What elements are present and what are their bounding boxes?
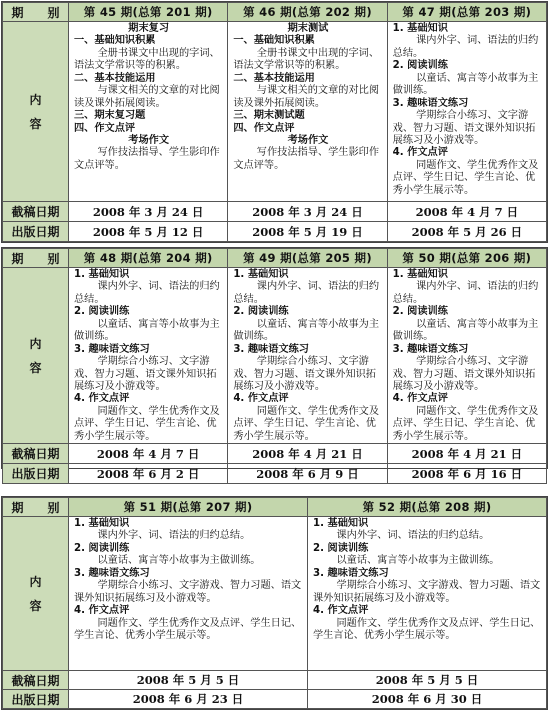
section-body: 同题作文、学生优秀作文及点评、学生日记、学生言论、优秀小学生展示等。: [313, 617, 541, 641]
section-heading: 3. 趣味语文练习: [233, 343, 309, 355]
section-heading: 1. 基础知识: [313, 518, 369, 529]
submit-date: 2008 年 5 月 5 日: [69, 671, 308, 690]
publish-date: 2008 年 6 月 23 日: [69, 690, 308, 709]
issue-header: 第 45 期(总第 201 期): [69, 3, 228, 22]
period-label: 期 别: [3, 3, 69, 22]
issue-content: [69, 22, 228, 202]
section-heading: 3. 趣味语文练习: [392, 97, 469, 109]
content-label: 内 容: [3, 517, 69, 671]
publish-date-label: 出版日期: [3, 464, 69, 484]
section-body: 学期综合小练习、文字游戏、智力习题、语文课外知识拓展练习及小游戏等。: [313, 580, 541, 604]
publish-date: 2008 年 5 月 26 日: [387, 222, 546, 242]
section-heading: 2. 阅读训练: [74, 542, 130, 554]
publish-date-label: 出版日期: [3, 690, 69, 709]
section-heading: 3. 趣味语文练习: [74, 567, 150, 579]
section-body: 学期综合小练习、文字游戏、智力习题、语文课外知识拓展练习及小游戏等。: [74, 580, 302, 604]
section-heading: 1. 基础知识: [233, 269, 289, 280]
section-body: 与课文相关的文章的对比阅读及课外拓展阅读。: [74, 85, 220, 109]
section-heading: 1. 基础知识: [74, 269, 130, 280]
section-heading: 1. 基础知识: [392, 269, 448, 280]
section-body: 课内外字、词、语法的归约总结。: [336, 530, 490, 542]
section-body: 课内外字、词、语法的归约总结。: [97, 530, 251, 542]
section-heading: 4. 作文点评: [392, 393, 448, 405]
submit-date-label: 截稿日期: [3, 671, 69, 690]
publish-date-label: 出版日期: [3, 222, 69, 242]
submit-date: 2008 年 4 月 21 日: [228, 444, 387, 464]
issue-content: [69, 268, 228, 444]
schedule-block-3: [1, 496, 548, 710]
section-body: 全册书课文中出现的字词、语法文学常识等的积累。: [233, 47, 380, 72]
submit-date: 2008 年 4 月 21 日: [387, 444, 546, 464]
section-heading: 4. 作文点评: [313, 605, 369, 617]
section-heading: 2. 阅读训练: [74, 306, 130, 318]
section-title: 期末复习: [128, 23, 170, 34]
submit-date: 2008 年 5 月 5 日: [308, 671, 547, 690]
section-heading: 2. 阅读训练: [392, 306, 448, 318]
issue-header: 第 49 期(总第 205 期): [228, 249, 387, 268]
section-heading: 一、基础知识积累: [233, 35, 315, 47]
issue-content: [308, 517, 547, 671]
section-body: 写作技法指导、学生影印作文点评等。: [74, 147, 220, 171]
issue-header: 第 46 期(总第 202 期): [228, 3, 387, 22]
issue-header: 第 51 期(总第 207 期): [69, 498, 308, 517]
section-heading: 2. 阅读训练: [233, 306, 289, 318]
section-body: 以童话、寓言等小故事为主做训练。: [392, 318, 539, 343]
section-heading: 4. 作文点评: [392, 147, 448, 159]
publish-date: 2008 年 6 月 9 日: [228, 464, 387, 484]
content-label: 内 容: [3, 268, 69, 444]
submit-date: 2008 年 3 月 24 日: [228, 202, 387, 222]
section-body: 课内外字、词、语法的归约总结。: [392, 281, 539, 305]
section-title: 期末测试: [287, 23, 329, 34]
section-title: 考场作文: [287, 134, 329, 146]
section-body: 以童话、寓言等小故事为主做训练。: [97, 555, 261, 567]
section-heading: 四、作文点评: [233, 122, 295, 134]
section-body: 以童话、寓言等小故事为主做训练。: [336, 555, 500, 567]
section-heading: 3. 趣味语文练习: [74, 343, 150, 355]
section-body: 以童话、寓言等小故事为主做训练。: [233, 318, 380, 343]
section-heading: 4. 作文点评: [233, 393, 289, 405]
section-body: 全册书课文中出现的字词、语法文学常识等的积累。: [74, 47, 220, 72]
submit-date-label: 截稿日期: [3, 202, 69, 222]
section-heading: 一、基础知识积累: [74, 35, 156, 47]
issue-header: 第 47 期(总第 203 期): [387, 3, 546, 22]
section-body: 学期综合小练习、文字游戏、智力习题、语文课外知识拓展练习及小游戏等。: [233, 356, 376, 392]
issue-header: 第 48 期(总第 204 期): [69, 249, 228, 268]
section-body: 同题作文、学生优秀作文及点评、学生日记、学生言论、优秀小学生展示等。: [233, 405, 380, 442]
period-label: 期 别: [3, 498, 69, 517]
issue-content: [69, 517, 308, 671]
section-body: 以童话、寓言等小故事为主做训练。: [74, 318, 220, 343]
submit-date-label: 截稿日期: [3, 444, 69, 464]
issue-content: [387, 22, 546, 202]
section-heading: 3. 趣味语文练习: [313, 567, 389, 579]
section-heading: 四、作文点评: [74, 122, 136, 134]
schedule-block-1: [1, 1, 548, 243]
publish-date: 2008 年 6 月 30 日: [308, 690, 547, 709]
section-title: 考场作文: [128, 134, 170, 146]
section-heading: 4. 作文点评: [74, 393, 130, 405]
schedule-block-2: [1, 247, 548, 482]
section-heading: 1. 基础知识: [392, 23, 448, 34]
section-body: 学期综合小练习、文字游戏、智力习题、语文课外知识拓展练习及小游戏等。: [392, 356, 536, 392]
section-body: 同题作文、学生优秀作文及点评、学生日记、学生言论、优秀小学生展示等。: [74, 405, 220, 442]
issue-content: [228, 22, 387, 202]
content-label: 内 容: [3, 22, 69, 202]
section-heading: 2. 阅读训练: [392, 60, 448, 72]
section-heading: 4. 作文点评: [74, 605, 130, 617]
section-body: 课内外字、词、语法的归约总结。: [233, 281, 380, 305]
submit-date: 2008 年 3 月 24 日: [69, 202, 228, 222]
issue-content: [228, 268, 387, 444]
section-heading: 三、期末复习题: [74, 110, 146, 122]
section-body: 课内外字、词、语法的归约总结。: [74, 281, 220, 305]
section-body: 学期综合小练习、文字游戏、智力习题、语文课外知识拓展练习及小游戏等。: [74, 356, 217, 392]
section-heading: 二、基本技能运用: [74, 72, 156, 84]
issue-header: 第 50 期(总第 206 期): [387, 249, 546, 268]
section-heading: 1. 基础知识: [74, 518, 130, 529]
section-body: 课内外字、词、语法的归约总结。: [392, 35, 539, 59]
section-body: 写作技法指导、学生影印作文点评等。: [233, 147, 380, 171]
section-heading: 三、期末测试题: [233, 110, 305, 122]
section-body: 学期综合小练习、文字游戏、智力习题、语文课外知识拓展练习及小游戏等。: [392, 110, 536, 146]
section-body: 同题作文、学生优秀作文及点评、学生日记、学生言论、优秀小学生展示等。: [392, 405, 539, 442]
issue-content: [387, 268, 546, 444]
issue-header: 第 52 期(总第 208 期): [308, 498, 547, 517]
section-heading: 2. 阅读训练: [313, 542, 369, 554]
section-body: 同题作文、学生优秀作文及点评、学生日记、学生言论、优秀小学生展示等。: [74, 617, 302, 641]
section-body: 以童话、寓言等小故事为主做训练。: [392, 72, 539, 97]
publish-date: 2008 年 5 月 12 日: [69, 222, 228, 242]
publish-date: 2008 年 6 月 16 日: [387, 464, 546, 484]
submit-date: 2008 年 4 月 7 日: [387, 202, 546, 222]
section-body: 与课文相关的文章的对比阅读及课外拓展阅读。: [233, 85, 380, 109]
section-body: 同题作文、学生优秀作文及点评、学生日记、学生言论、优秀小学生展示等。: [392, 159, 539, 196]
publish-date: 2008 年 5 月 19 日: [228, 222, 387, 242]
submit-date: 2008 年 4 月 7 日: [69, 444, 228, 464]
period-label: 期 别: [3, 249, 69, 268]
section-heading: 3. 趣味语文练习: [392, 343, 469, 355]
section-heading: 二、基本技能运用: [233, 72, 315, 84]
publish-date: 2008 年 6 月 2 日: [69, 464, 228, 484]
